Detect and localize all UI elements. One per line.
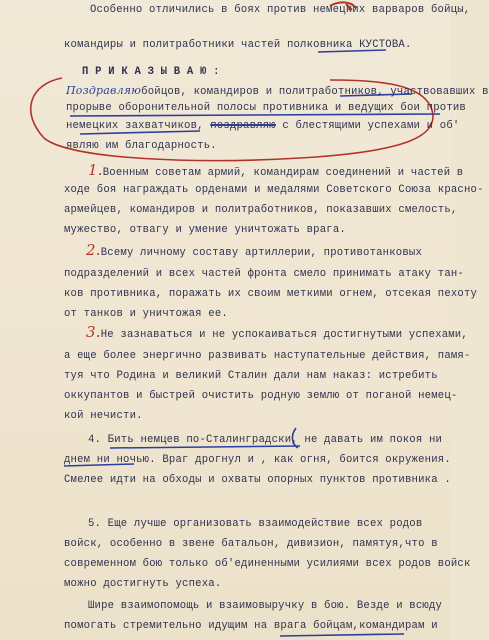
item-3-line-5: кой нечисти.: [64, 410, 143, 422]
item-2-line-4: от танков и уничтожая ее.: [64, 308, 228, 320]
doc-line-7: являю им благодарность.: [66, 140, 217, 152]
item-5-line-3: современном бою только об'единенными усилиями всех родов войск: [64, 558, 471, 570]
item-5-line-1: 5. Еще лучше организовать взаимодействие всех родов: [88, 518, 423, 530]
item-2-line-1: 2.Всему личному составу артиллерии, противотанковых: [86, 241, 423, 259]
item-6-line-1: Шире взаимопомощь и взаимовыручку в бою. Везде и всюду: [88, 600, 443, 612]
item-4-line-3: Смелее идти на обходы и охваты опорных пунктов противника .: [64, 474, 451, 486]
struck-word: поздравляю: [210, 120, 276, 132]
item-5-line-4: можно достигнуть успеха.: [64, 578, 222, 590]
item-6-line-2: помогать стремительно идущим на врага бойцам,командирам и: [64, 620, 438, 632]
item-5-line-2: войск, особенно в звене батальон, дивизион, памятуя,что в: [64, 538, 438, 550]
handwritten-number-2: 2.: [86, 241, 101, 259]
doc-line-4: Поздравляюбойцов, командиров и политработников, участвовавших в: [66, 84, 489, 98]
doc-line-1: Особенно отличились в боях против немецких варваров бойцы,: [90, 4, 471, 16]
prikazyvayu-heading: П Р И К А З Ы В А Ю :: [82, 66, 220, 78]
doc-line-6: немецких захватчиков, поздравляю с блестящими успехами и об': [66, 120, 460, 132]
blue-underline-bottom: [280, 634, 404, 636]
item-3-line-1: 3.Не зазнаваться и не успокаиваться достигнутыми успехами,: [86, 323, 468, 341]
item-2-line-2: подразделений и всех частей фронта смело принимать атаку тан-: [64, 268, 464, 280]
item-1-line-2: ходе боя награждать орденами и медалями Советского Союза красно-: [64, 184, 484, 196]
item-2-line-3: ков противника, поражать их своим меткими огнем, отсекая пехоту: [64, 288, 478, 300]
item-4-line-1: 4. Бить немцев по-Сталинградски, не давать им покоя ни: [88, 434, 443, 446]
item-3-line-3: туя что Родина и великий Сталин дали нам наказ: истребить: [64, 370, 438, 382]
item-3-line-2: а еще более энергично развивать наступательные действия, памя-: [64, 350, 471, 362]
item-3-line-4: оккупантов и быстрей очистить родную землю от поганой немец-: [64, 390, 458, 402]
handwritten-insert: Поздравляю: [66, 84, 142, 97]
item-1-line-4: мужество, отвагу и умение уничтожать врага.: [64, 224, 346, 236]
item-4-line-2: днем ни ночью. Враг дрогнул и , как огня, боится окружения.: [64, 454, 451, 466]
item-1-line-3: армейцев, командиров и политработников, показавших смелость,: [64, 204, 458, 216]
item-1-line-1: 1.Военным советам армий, командирам соединений и частей в: [88, 161, 464, 179]
handwritten-number-3: 3.: [86, 323, 101, 341]
handwritten-number-1: 1.: [88, 161, 103, 179]
doc-line-2: командиры и политработники частей полковника КУСТОВА.: [64, 39, 412, 51]
doc-line-5: прорыве оборонительной полосы противника и ведущих бои против: [66, 102, 466, 114]
